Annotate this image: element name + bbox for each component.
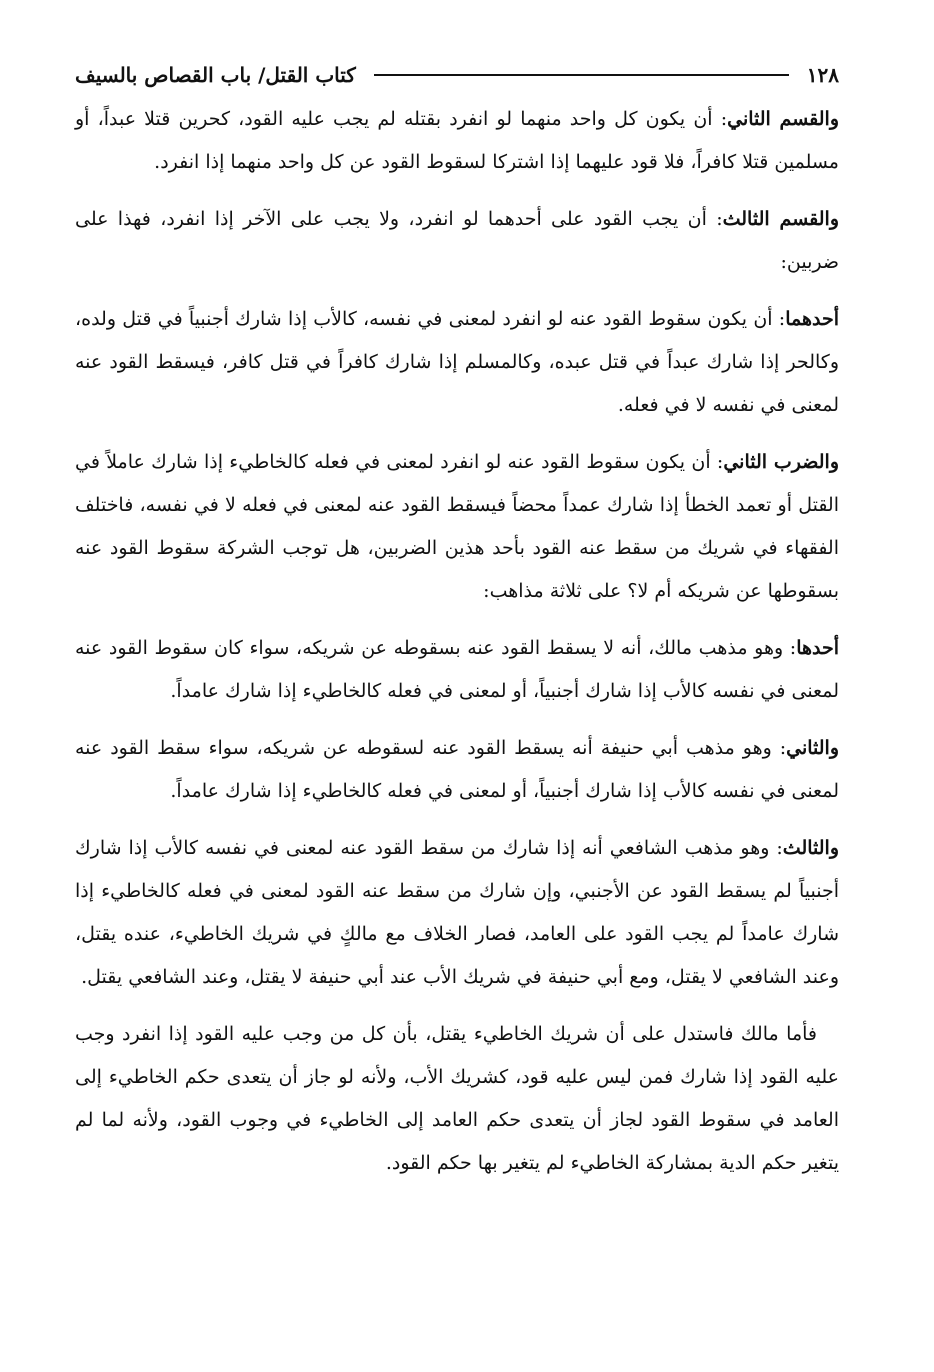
paragraph-lead: أحدها bbox=[796, 637, 839, 659]
running-title: كتاب القتل/ باب القصاص بالسيف bbox=[75, 63, 356, 87]
paragraph bbox=[75, 298, 839, 427]
paragraph-text: : أن يكون كل واحد منهما لو انفرد بقتله لم يجب عليه القود، كحرين قتلا عبداً، أو مسلمين قتلا كافراً، فلا قود عليهما إذا اشتركا لسقوط القود عن كل واحد منهما إذا انفرد. bbox=[75, 108, 839, 173]
paragraph-lead: والقسم الثالث bbox=[722, 208, 839, 230]
paragraph bbox=[75, 98, 839, 184]
paragraph-text: : أن يجب القود على أحدهما لو انفرد، ولا يجب على الآخر إذا انفرد، فهذا على ضربين: bbox=[75, 208, 839, 273]
paragraph-lead: والضرب الثاني bbox=[723, 451, 840, 473]
paragraph-text: : وهو مذهب الشافعي أنه إذا شارك من سقط القود عنه لمعنى في نفسه كالأب إذا شارك أجنبياً لم يسقط القود عن الأجنبي، وإن شارك من سقط عنه القود لمعنى في فعله كالخاطيء إذا شارك عامداً لم يجب القود على العامد، فصار الخلاف مع مالكٍ في شريك الخاطيء، عنده يقتل، وعند الشافعي لا يقتل، ومع أبي حنيفة في شريك الأب عند أبي حنيفة لا يقتل، وعند الشافعي يقتل. bbox=[75, 837, 839, 988]
paragraph-text: : أن يكون سقوط القود عنه لو انفرد لمعنى في فعله كالخاطيء إذا شارك عاملاً في القتل أو تعمد الخطأ إذا شارك عمداً محضاً فيسقط القود عنه لمعنى في فعله لا في نفسه، فاختلف الفقهاء في شريك من سقط عنه القود بأحد هذين الضربين، هل توجب الشركة سقوط القود عنه بسقوطها عن شريكه أم لا؟ على ثلاثة مذاهب: bbox=[75, 451, 839, 602]
paragraph-text: : وهو مذهب أبي حنيفة أنه يسقط القود عنه لسقوطه عن شريكه، سواء سقط القود عنه لمعنى في نفسه كالأب إذا شارك أجنبياً، أو لمعنى في فعله كالخاطيء إذا شارك عامداً. bbox=[75, 737, 839, 802]
book-page bbox=[75, 58, 839, 1199]
paragraph bbox=[75, 827, 839, 999]
page-header bbox=[75, 58, 839, 92]
paragraph bbox=[75, 441, 839, 613]
paragraph-text: : أن يكون سقوط القود عنه لو انفرد لمعنى في نفسه، كالأب إذا شارك أجنبياً في قتل ولده، وكالحر إذا شارك عبداً في قتل عبده، وكالمسلم إذا شارك كافراً في قتل كافر، فيسقط القود عنه لمعنى في نفسه لا في فعله. bbox=[75, 308, 839, 416]
body-text bbox=[75, 98, 839, 1185]
paragraph bbox=[75, 727, 839, 813]
paragraph-lead: والثاني bbox=[786, 737, 839, 759]
paragraph-text: : وهو مذهب مالك، أنه لا يسقط القود عنه بسقوطه عن شريكه، سواء كان سقوط القود عنه لمعنى في نفسه كالأب إذا شارك أجنبياً، أو لمعنى في فعله كالخاطيء إذا شارك عامداً. bbox=[75, 637, 839, 702]
paragraph-text: فأما مالك فاستدل على أن شريك الخاطيء يقتل، بأن كل من وجب عليه القود إذا انفرد وجب عليه القود إذا شارك فمن ليس عليه قود، كشريك الأب، ولأنه لو جاز أن يتعدى حكم الخاطيء إلى العامد في سقوط القود لجاز أن يتعدى حكم العامد إلى الخاطيء في وجوب القود، ولأنه لما لم يتغير حكم الدية بمشاركة الخاطيء لم يتغير بها حكم القود. bbox=[75, 1023, 839, 1174]
paragraph-lead: والقسم الثاني bbox=[727, 108, 839, 130]
header-rule bbox=[374, 74, 789, 76]
paragraph-lead: أحدهما bbox=[785, 308, 839, 330]
paragraph bbox=[75, 198, 839, 284]
page-number: ١٢٨ bbox=[806, 63, 839, 87]
paragraph bbox=[75, 627, 839, 713]
paragraph bbox=[75, 1013, 839, 1185]
paragraph-lead: والثالث bbox=[782, 837, 839, 859]
